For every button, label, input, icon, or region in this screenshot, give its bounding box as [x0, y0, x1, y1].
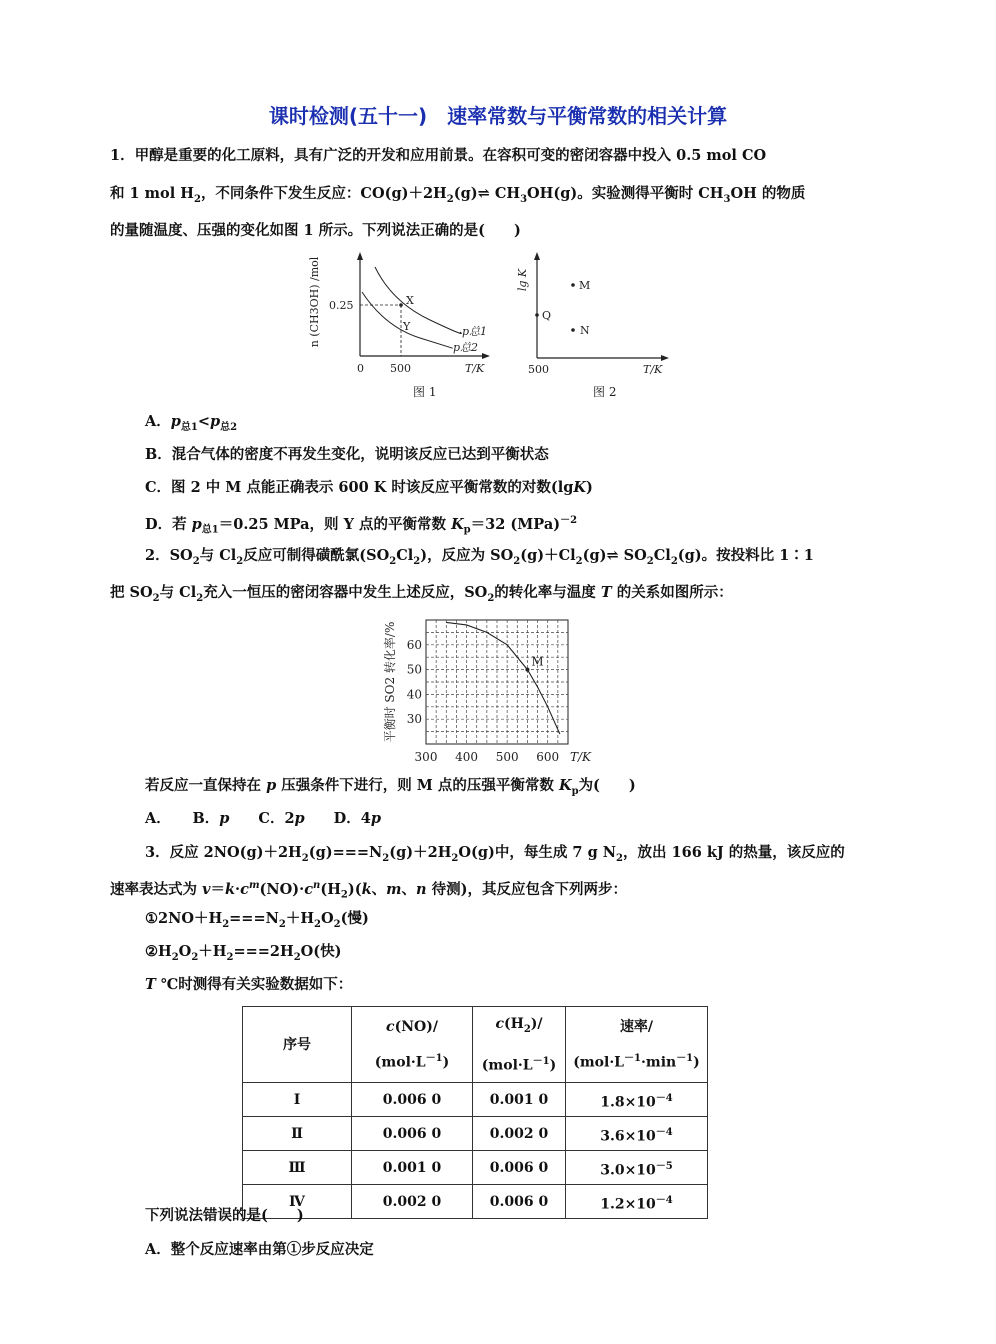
point-x: [399, 303, 403, 307]
point-m-label: M: [531, 654, 544, 669]
x-tick-label: 500: [495, 750, 519, 764]
cell-rate: $3.6\times 10^{-4}$: [566, 1117, 708, 1151]
q1-option-a: A．$p_{总1}<p_{总2}$: [145, 413, 238, 433]
experiment-table: [242, 1006, 708, 1219]
cell-c-no: 0.006 0: [352, 1083, 473, 1117]
point-m: [525, 668, 529, 672]
table-header-row: [243, 1007, 708, 1083]
cell-index: Ⅰ: [243, 1083, 352, 1117]
fig2-label-n: N: [580, 324, 590, 337]
x-tick-label: 400: [455, 750, 479, 764]
chart-ylabel: 平衡时 SO2 转化率/%: [383, 621, 397, 743]
q1-option-c: C．图 2 中 M 点能正确表示 600 K 时该反应平衡常数的对数(lgK): [145, 479, 593, 496]
figure-1: [310, 252, 510, 402]
y-tick-label: 30: [406, 712, 422, 727]
figure-2: [515, 252, 675, 402]
q2-line-1: 2．$SO_2$与 $Cl_2$反应可制得磺酰氯$(SO_2Cl_2)$，反应为 $SO_2(g)+Cl_2(g)\rightleftharpoons$ $SO_2Cl_2(g)$。按投料比 1∶1: [145, 547, 814, 567]
equilibrium-arrow-2: ⇌: [606, 547, 619, 564]
table-row: [243, 1083, 708, 1117]
header-index: 序号: [243, 1007, 352, 1083]
q1-option-b: B．混合气体的密度不再发生变化，说明该反应已达到平衡状态: [145, 446, 549, 463]
y-tick-label: 40: [406, 687, 422, 702]
cell-rate: $1.8\times 10^{-4}$: [566, 1083, 708, 1117]
fig1-xlabel: T/K: [465, 362, 485, 375]
fig2-ylabel: lg K: [516, 268, 529, 292]
fig1-label-y: Y: [403, 320, 411, 333]
cell-index: Ⅳ: [243, 1185, 352, 1219]
q3-question: 下列说法错误的是( ): [145, 1207, 304, 1224]
fig2-label-q: Q: [542, 309, 552, 322]
point-n: [571, 328, 575, 332]
q2-line-3: 若反应一直保持在 p 压强条件下进行，则 M 点的压强平衡常数 $K_p$为( ): [145, 777, 636, 797]
table-row: [243, 1151, 708, 1185]
fig1-xtick-0: 0: [357, 362, 364, 375]
curve-p-total-1: [375, 267, 461, 334]
equilibrium-arrow: ⇌: [477, 185, 490, 202]
q3-table-intro: T ℃时测得有关实验数据如下：: [145, 976, 353, 993]
page-title: 课时检测(五十一) 速率常数与平衡常数的相关计算: [268, 104, 728, 128]
table-row: [243, 1185, 708, 1219]
q3-line-1: 3．反应 $2NO(g)+2H_2(g)===N_2(g)+2H_2O(g)$中，每生成 7 g $N_2$，放出 166 kJ 的热量，该反应的: [145, 844, 845, 864]
q3-line-2: 速率表达式为 $v=k\cdot c^m(NO)\cdot c^n(H_2)(k$、m、n 待测)，其反应包含下列两步：: [110, 880, 627, 901]
cell-c-no: 0.002 0: [352, 1185, 473, 1219]
table-row: [243, 1117, 708, 1151]
cell-index: Ⅱ: [243, 1117, 352, 1151]
cell-c-h2: 0.006 0: [473, 1151, 566, 1185]
cell-c-h2: 0.006 0: [473, 1185, 566, 1219]
q3-step-2: $②H_2O_2+H_2===2H_2O$(快): [145, 943, 342, 963]
q2-line-2: 把 $SO_2$与 $Cl_2$充入一恒压的密闭容器中发生上述反应，$SO_2$的转化率与温度 T 的关系如图所示：: [110, 584, 733, 604]
fig1-caption: 图 1: [413, 385, 437, 399]
fig1-label-x: X: [406, 294, 414, 307]
q1-line-1: 1．甲醇是重要的化工原料，具有广泛的开发和应用前景。在容积可变的密闭容器中投入 0.5 mol CO: [110, 147, 767, 164]
q3-option-a: A．整个反应速率由第①步反应决定: [145, 1241, 374, 1258]
x-axis-label: T/K: [570, 750, 592, 764]
header-c-h2: $c(H_2)/$ $(mol\cdot L^{-1})$: [473, 1007, 566, 1083]
point-q: [535, 313, 539, 317]
fig1-ytick: 0.25: [329, 299, 354, 312]
cell-rate: $1.2\times 10^{-4}$: [566, 1185, 708, 1219]
fig1-label-curve1: p总1: [462, 325, 488, 338]
point-m: [571, 283, 575, 287]
series-line: [446, 622, 560, 734]
cell-c-no: 0.001 0: [352, 1151, 473, 1185]
fig1-label-curve2: p总2: [453, 341, 479, 354]
cell-c-no: 0.006 0: [352, 1117, 473, 1151]
fig1-ylabel: n (CH3OH) /mol: [308, 256, 321, 348]
so2-conversion-chart: [380, 612, 610, 772]
q1-line-2: 和 1 mol $H_2$，不同条件下发生反应：$CO(g)+2H_2(g)\rightleftharpoons$ $CH_3OH(g)$。实验测得平衡时 $CH_3OH$ 的物质: [110, 185, 806, 205]
cell-c-h2: 0.002 0: [473, 1117, 566, 1151]
q2-options: A． B．p C．2p D．4p: [145, 810, 381, 827]
fig1-xtick-500: 500: [390, 362, 411, 375]
y-tick-label: 60: [406, 637, 422, 652]
cell-c-h2: 0.001 0: [473, 1083, 566, 1117]
header-c-no: c(NO)/ $(mol\cdot L^{-1})$: [352, 1007, 473, 1083]
cell-index: Ⅲ: [243, 1151, 352, 1185]
q1-option-d: D．若 $p_{总1}=0.25$ MPa，则 Y 点的平衡常数 $K_p=32$ (MPa)$^{-2}$: [145, 515, 578, 536]
fig2-xlabel: T/K: [643, 363, 663, 376]
fig2-label-m: M: [579, 279, 591, 292]
header-rate: 速率/ $(mol\cdot L^{-1}\cdot\min^{-1})$: [566, 1007, 708, 1083]
fig2-caption: 图 2: [593, 385, 617, 399]
q1-line-3: 的量随温度、压强的变化如图 1 所示。下列说法正确的是( ): [110, 222, 521, 239]
x-tick-label: 300: [414, 750, 438, 764]
cell-rate: $3.0\times 10^{-5}$: [566, 1151, 708, 1185]
y-tick-label: 50: [406, 662, 422, 677]
x-tick-label: 600: [536, 750, 560, 764]
fig2-xtick: 500: [528, 363, 549, 376]
q3-step-1: $①2NO+H_2===N_2+H_2O_2$(慢): [145, 910, 369, 930]
